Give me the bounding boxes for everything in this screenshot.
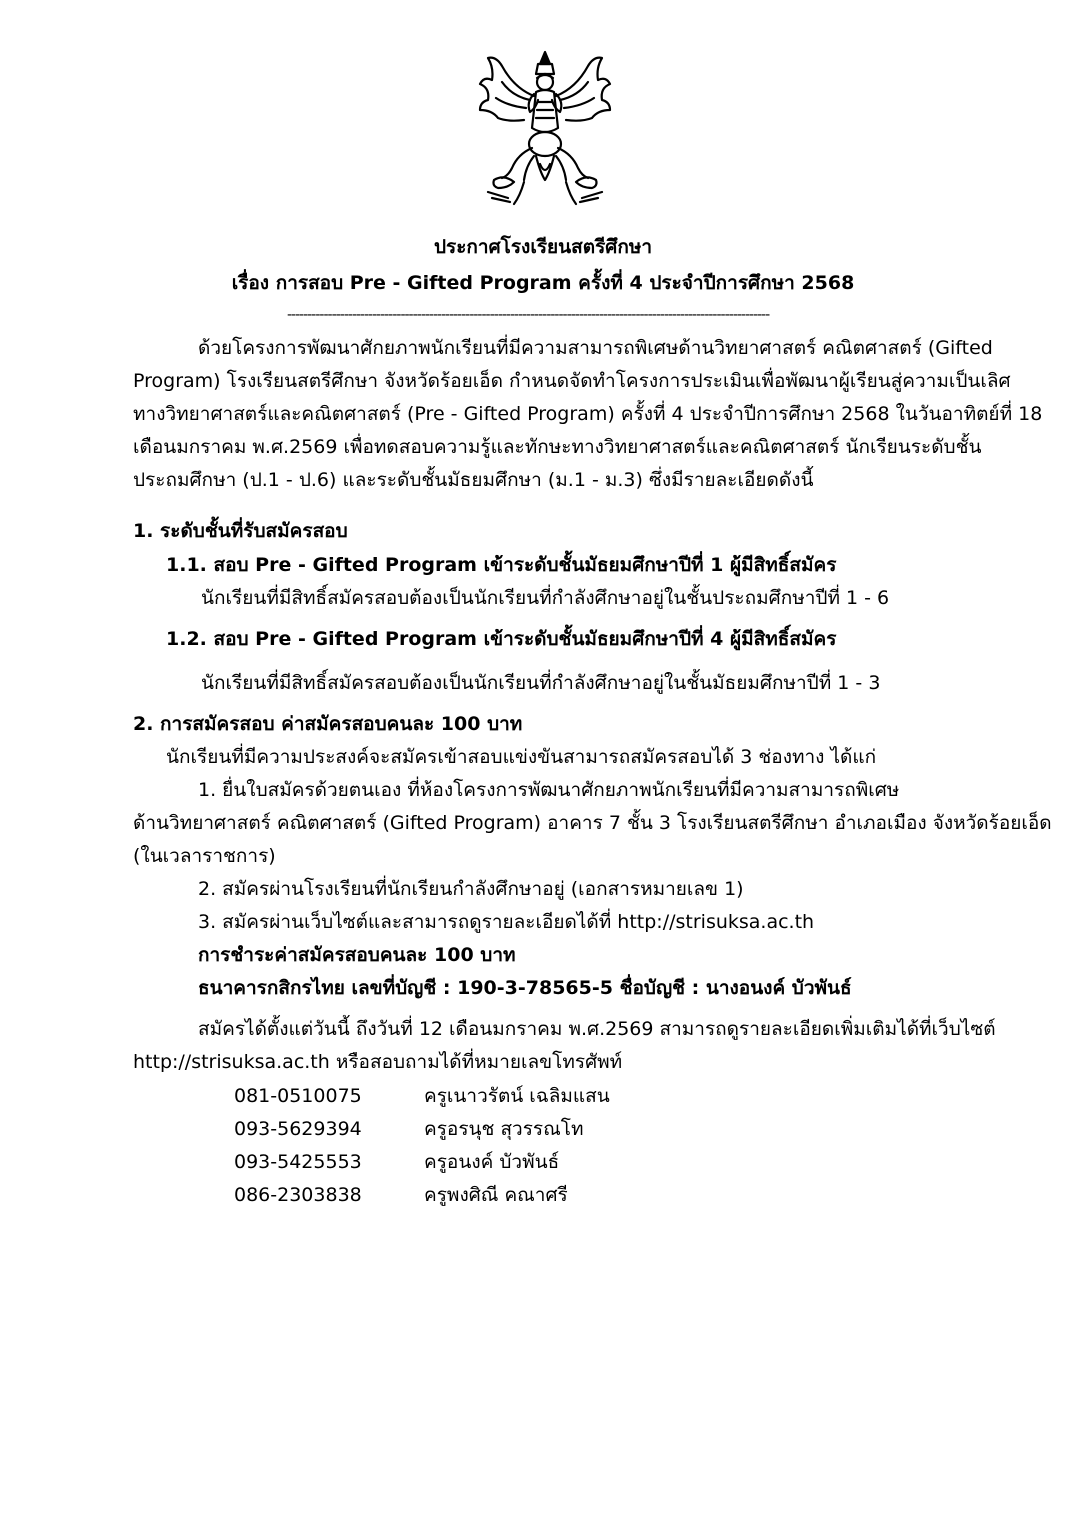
header-divider: ----------------------------------------------------------------------------------------------------------------------- bbox=[287, 307, 770, 323]
document-subject: เรื่อง การสอบ Pre - Gifted Program ครั้งที่ 4 ประจำปีการศึกษา 2568 bbox=[231, 272, 855, 294]
contact-phone: 093-5629394 bbox=[234, 1118, 362, 1140]
intro-line-2: Program) โรงเรียนสตรีศึกษา จังหวัดร้อยเอ็ด กำหนดจัดทำโครงการประเมินเพื่อพัฒนาผู้เรียนสู่ความเป็นเลิศ bbox=[133, 370, 1011, 392]
closing-line-2: http://strisuksa.ac.th หรือสอบถามได้ที่หมายเลขโทรศัพท์ bbox=[133, 1051, 623, 1073]
payment-heading: การชำระค่าสมัครสอบคนละ 100 บาท bbox=[198, 944, 516, 966]
bank-account-line: ธนาคารกสิกรไทย เลขที่บัญชี : 190-3-78565-5 ชื่อบัญชี : นางอนงค์ บัวพันธ์ bbox=[198, 977, 852, 999]
intro-line-4: เดือนมกราคม พ.ศ.2569 เพื่อทดสอบความรู้และทักษะทางวิทยาศาสตร์และคณิตศาสตร์ นักเรียนระดับชั้น bbox=[133, 436, 982, 458]
contact-name: ครูอรนุช สุวรรณโท bbox=[424, 1118, 584, 1140]
contact-name: ครูอนงค์ บัวพันธ์ bbox=[424, 1151, 560, 1173]
channel-1-line-3: (ในเวลาราชการ) bbox=[133, 845, 276, 867]
contact-name: ครูเนาวรัตน์ เฉลิมแสน bbox=[424, 1085, 610, 1107]
section-1-2-text: นักเรียนที่มีสิทธิ์สมัครสอบต้องเป็นนักเรียนที่กำลังศึกษาอยู่ในชั้นมัธยมศึกษาปีที่ 1 - 3 bbox=[201, 672, 881, 694]
closing-line-1: สมัครได้ตั้งแต่วันนี้ ถึงวันที่ 12 เดือนมกราคม พ.ศ.2569 สามารถดูรายละเอียดเพิ่มเติมได้ที่เว็บไซต์ bbox=[198, 1018, 996, 1040]
channel-3: 3. สมัครผ่านเว็บไซต์และสามารถดูรายละเอียดได้ที่ http://strisuksa.ac.th bbox=[198, 911, 815, 933]
contact-phone: 093-5425553 bbox=[234, 1151, 362, 1173]
intro-line-5: ประถมศึกษา (ป.1 - ป.6) และระดับชั้นมัธยมศึกษา (ม.1 - ม.3) ซึ่งมีรายละเอียดดังนี้ bbox=[133, 469, 814, 491]
channel-1-line-1: 1. ยื่นใบสมัครด้วยตนเอง ที่ห้องโครงการพัฒนาศักยภาพนักเรียนที่มีความสามารถพิเศษ bbox=[198, 779, 900, 801]
channel-1-line-2: ด้านวิทยาศาสตร์ คณิตศาสตร์ (Gifted Program) อาคาร 7 ชั้น 3 โรงเรียนสตรีศึกษา อำเภอเมือง จังหวัดร้อยเอ็ด bbox=[133, 812, 1052, 834]
section-2-intro: นักเรียนที่มีความประสงค์จะสมัครเข้าสอบแข่งขันสามารถสมัครสอบได้ 3 ช่องทาง ได้แก่ bbox=[166, 746, 877, 768]
section-1-1-text: นักเรียนที่มีสิทธิ์สมัครสอบต้องเป็นนักเรียนที่กำลังศึกษาอยู่ในชั้นประถมศึกษาปีที่ 1 - 6 bbox=[201, 587, 890, 609]
document-title: ประกาศโรงเรียนสตรีศึกษา bbox=[433, 236, 653, 258]
intro-line-3: ทางวิทยาศาสตร์และคณิตศาสตร์ (Pre - Gifted Program) ครั้งที่ 4 ประจำปีการศึกษา 2568 ในวันอาทิตย์ที่ 18 bbox=[133, 403, 1043, 425]
contact-phone: 081-0510075 bbox=[234, 1085, 362, 1107]
contact-phone: 086-2303838 bbox=[234, 1184, 362, 1206]
section-1-1-heading: 1.1. สอบ Pre - Gifted Program เข้าระดับชั้นมัธยมศึกษาปีที่ 1 ผู้มีสิทธิ์สมัคร bbox=[166, 554, 837, 576]
garuda-emblem-icon bbox=[474, 48, 616, 210]
contact-name: ครูพงศิณี คณาศรี bbox=[424, 1184, 568, 1206]
section-1-heading: 1. ระดับชั้นที่รับสมัครสอบ bbox=[133, 520, 348, 542]
section-2-heading: 2. การสมัครสอบ ค่าสมัครสอบคนละ 100 บาท bbox=[133, 713, 523, 735]
section-1-2-heading: 1.2. สอบ Pre - Gifted Program เข้าระดับชั้นมัธยมศึกษาปีที่ 4 ผู้มีสิทธิ์สมัคร bbox=[166, 628, 837, 650]
intro-line-1: ด้วยโครงการพัฒนาศักยภาพนักเรียนที่มีความสามารถพิเศษด้านวิทยาศาสตร์ คณิตศาสตร์ (Gifted bbox=[198, 337, 993, 359]
channel-2: 2. สมัครผ่านโรงเรียนที่นักเรียนกำลังศึกษาอยู่ (เอกสารหมายเลข 1) bbox=[198, 878, 744, 900]
